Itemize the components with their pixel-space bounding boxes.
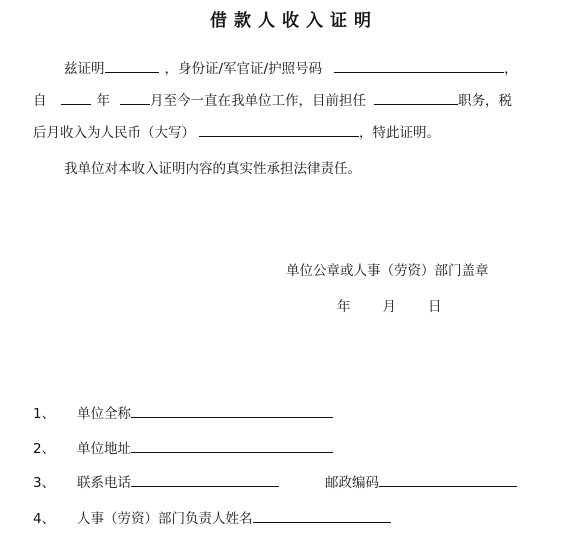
position-blank[interactable] — [374, 90, 458, 105]
field-label: 联系电话 — [77, 475, 131, 491]
id-number-blank[interactable] — [334, 58, 504, 73]
field-company-address — [33, 438, 333, 456]
year-label: 年 — [96, 93, 110, 109]
field-label: 单位地址 — [77, 441, 131, 457]
income-line — [33, 122, 440, 140]
field-number: 4、 — [33, 511, 56, 527]
employment-line — [33, 90, 512, 108]
field-number: 2、 — [33, 441, 56, 457]
income-suffix: ，特此证明。 — [359, 125, 440, 141]
certify-line — [64, 58, 518, 76]
field-number: 3、 — [33, 475, 56, 491]
start-month-blank[interactable] — [120, 90, 150, 105]
from-label: 自 — [33, 93, 47, 109]
field-number: 1、 — [33, 406, 56, 422]
liability-line: 我单位对本收入证明内容的真实性承担法律责任。 — [64, 161, 361, 177]
name-blank[interactable] — [105, 58, 159, 73]
field-phone-postcode — [33, 472, 517, 490]
start-year-blank[interactable] — [61, 90, 91, 105]
position-suffix: 职务，税 — [458, 93, 512, 109]
company-address-blank[interactable] — [131, 438, 333, 453]
phone-blank[interactable] — [131, 472, 279, 487]
stamp-label: 单位公章或人事（劳资）部门盖章 — [286, 263, 489, 279]
stamp-month: 月 — [382, 299, 396, 315]
month-employment-text: 月至今一直在我单位工作，目前担任 — [150, 93, 366, 109]
id-label: ，身份证/军官证/护照号码 — [164, 61, 323, 77]
stamp-day: 日 — [428, 299, 442, 315]
field-company-name — [33, 403, 333, 421]
income-prefix: 后月收入为人民币（大写） — [33, 125, 195, 141]
line1-end: ， — [504, 61, 518, 77]
stamp-date — [337, 298, 442, 316]
income-amount-blank[interactable] — [199, 122, 359, 137]
stamp-year: 年 — [337, 299, 351, 315]
field-label: 人事（劳资）部门负责人姓名 — [77, 511, 253, 527]
postcode-blank[interactable] — [379, 472, 517, 487]
company-name-blank[interactable] — [131, 403, 333, 418]
postcode-label: 邮政编码 — [325, 475, 379, 491]
field-hr-manager — [33, 508, 391, 526]
hr-manager-blank[interactable] — [253, 508, 391, 523]
document-title: 借款人收入证明 — [210, 11, 378, 31]
certify-prefix: 兹证明 — [64, 61, 105, 77]
field-label: 单位全称 — [77, 406, 131, 422]
